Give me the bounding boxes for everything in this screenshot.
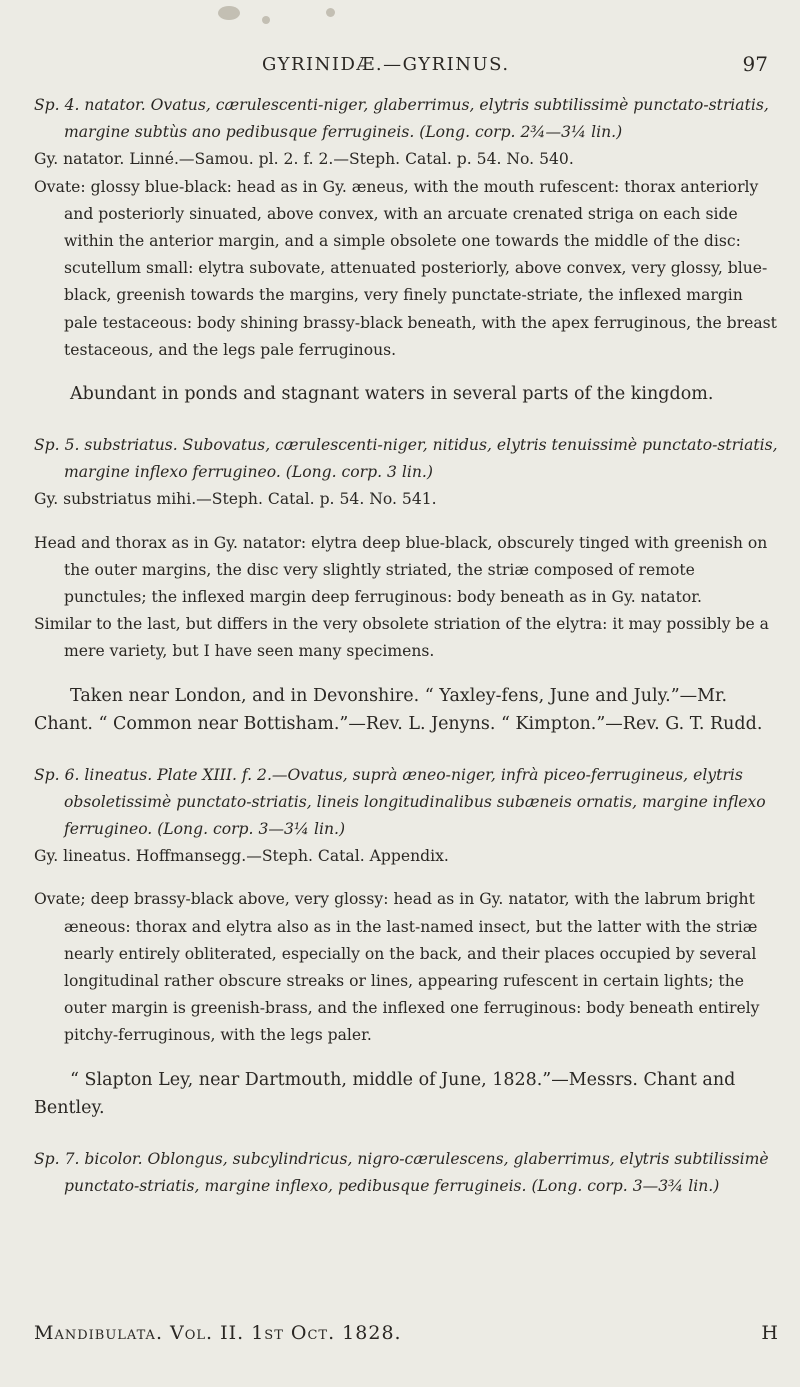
species-synonymy: Gy. lineatus. Hoffmansegg.—Steph. Catal. Appendix.: [34, 847, 449, 866]
species-diagnosis: Sp. 7. bicolor. Oblongus, subcylindricus, nigro-cærulescens, glaberrimus, elytris subtilissimè punctato-striatis, margine inflexo, pedibusque ferrugineis. (Long. corp. 3—3¾ lin.): [34, 1149, 769, 1195]
species-habitat: Taken near London, and in Devonshire. “ Yaxley-fens, June and July.”—Mr. Chant. “ Common near Bottisham.”—Rev. L. Jenyns. “ Kimpton.”—Rev. G. T. Rudd.: [34, 685, 763, 734]
species-description: Ovate; deep brassy-black above, very glossy: head as in Gy. natator, with the labrum bright æneous: thorax and elytra also as in the last-named insect, but the latter with the striæ nearly entirely obliterated, especially on the back, and their places occupied by several longitudinal rather obscure streaks or lines, appearing rufescent in certain lights; the outer margin is greenish-brass, and the inflexed one ferruginous: body beneath entirely pitchy-ferruginous, with the legs paler.: [34, 890, 760, 1045]
species-habitat: Abundant in ponds and stagnant waters in several parts of the kingdom.: [70, 384, 714, 405]
species-note: Similar to the last, but differs in the very obsolete striation of the elytra: it may possibly be a mere variety, but I have seen many specimens.: [34, 615, 769, 661]
species-diagnosis: Sp. 6. lineatus. Plate XIII. f. 2.—Ovatus, suprà æneo-niger, infrà piceo-ferrugineus, elytris obsoletissimè punctato-striatis, lineis longitudinalibus subæneis ornatis, margine inflexo ferrugineo. (Long. corp. 3—3¼ lin.): [34, 765, 766, 839]
signature-mark: H: [761, 1322, 778, 1344]
species-diagnosis: Sp. 4. natator. Ovatus, cærulescenti-niger, glaberrimus, elytris subtilissimè punctato-striatis, margine subtùs ano pedibusque ferrugineis. (Long. corp. 2¾—3¼ lin.): [34, 96, 769, 142]
species-description: Ovate: glossy blue-black: head as in Gy. æneus, with the mouth rufescent: thorax anteriorly and posteriorly sinuated, above convex, with an arcuate crenated striga on each side within the anterior margin, and a simple obsolete one towards the middle of the disc: scutellum small: elytra subovate, attenuated posteriorly, above convex, very glossy, blue-black, greenish towards the margins, very finely punctate-striate, the inflexed margin pale testaceous: body shining brassy-black beneath, with the apex ferruginous, the breast testaceous, and the legs pale ferruginous.: [34, 177, 777, 359]
paper-stain: [326, 8, 335, 17]
species-synonymy: Gy. natator. Linné.—Samou. pl. 2. f. 2.—Steph. Catal. p. 54. No. 540.: [34, 150, 574, 169]
page-header: [0, 54, 800, 84]
page-body: [34, 92, 780, 1200]
species-description: Head and thorax as in Gy. natator: elytra deep blue-black, obscurely tinged with greenish on the outer margins, the disc very slightly striated, the striæ composed of remote punctules; the inflexed margin deep ferruginous: body beneath as in Gy. natator.: [34, 533, 768, 607]
species-habitat: “ Slapton Ley, near Dartmouth, middle of June, 1828.”—Messrs. Chant and Bentley.: [34, 1069, 736, 1118]
paper-stain: [218, 6, 240, 20]
running-head: GYRINIDÆ.—GYRINUS.: [262, 54, 510, 75]
paper-stain: [262, 16, 270, 24]
signature-line: [34, 1322, 778, 1344]
page-number: 97: [742, 52, 768, 76]
volume-note: Mandibulata. Vol. II. 1st Oct. 1828.: [34, 1322, 402, 1344]
species-synonymy: Gy. substriatus mihi.—Steph. Catal. p. 54. No. 541.: [34, 490, 437, 509]
species-diagnosis: Sp. 5. substriatus. Subovatus, cærulescenti-niger, nitidus, elytris tenuissimè punctato-striatis, margine inflexo ferrugineo. (Long. corp. 3 lin.): [34, 436, 778, 482]
